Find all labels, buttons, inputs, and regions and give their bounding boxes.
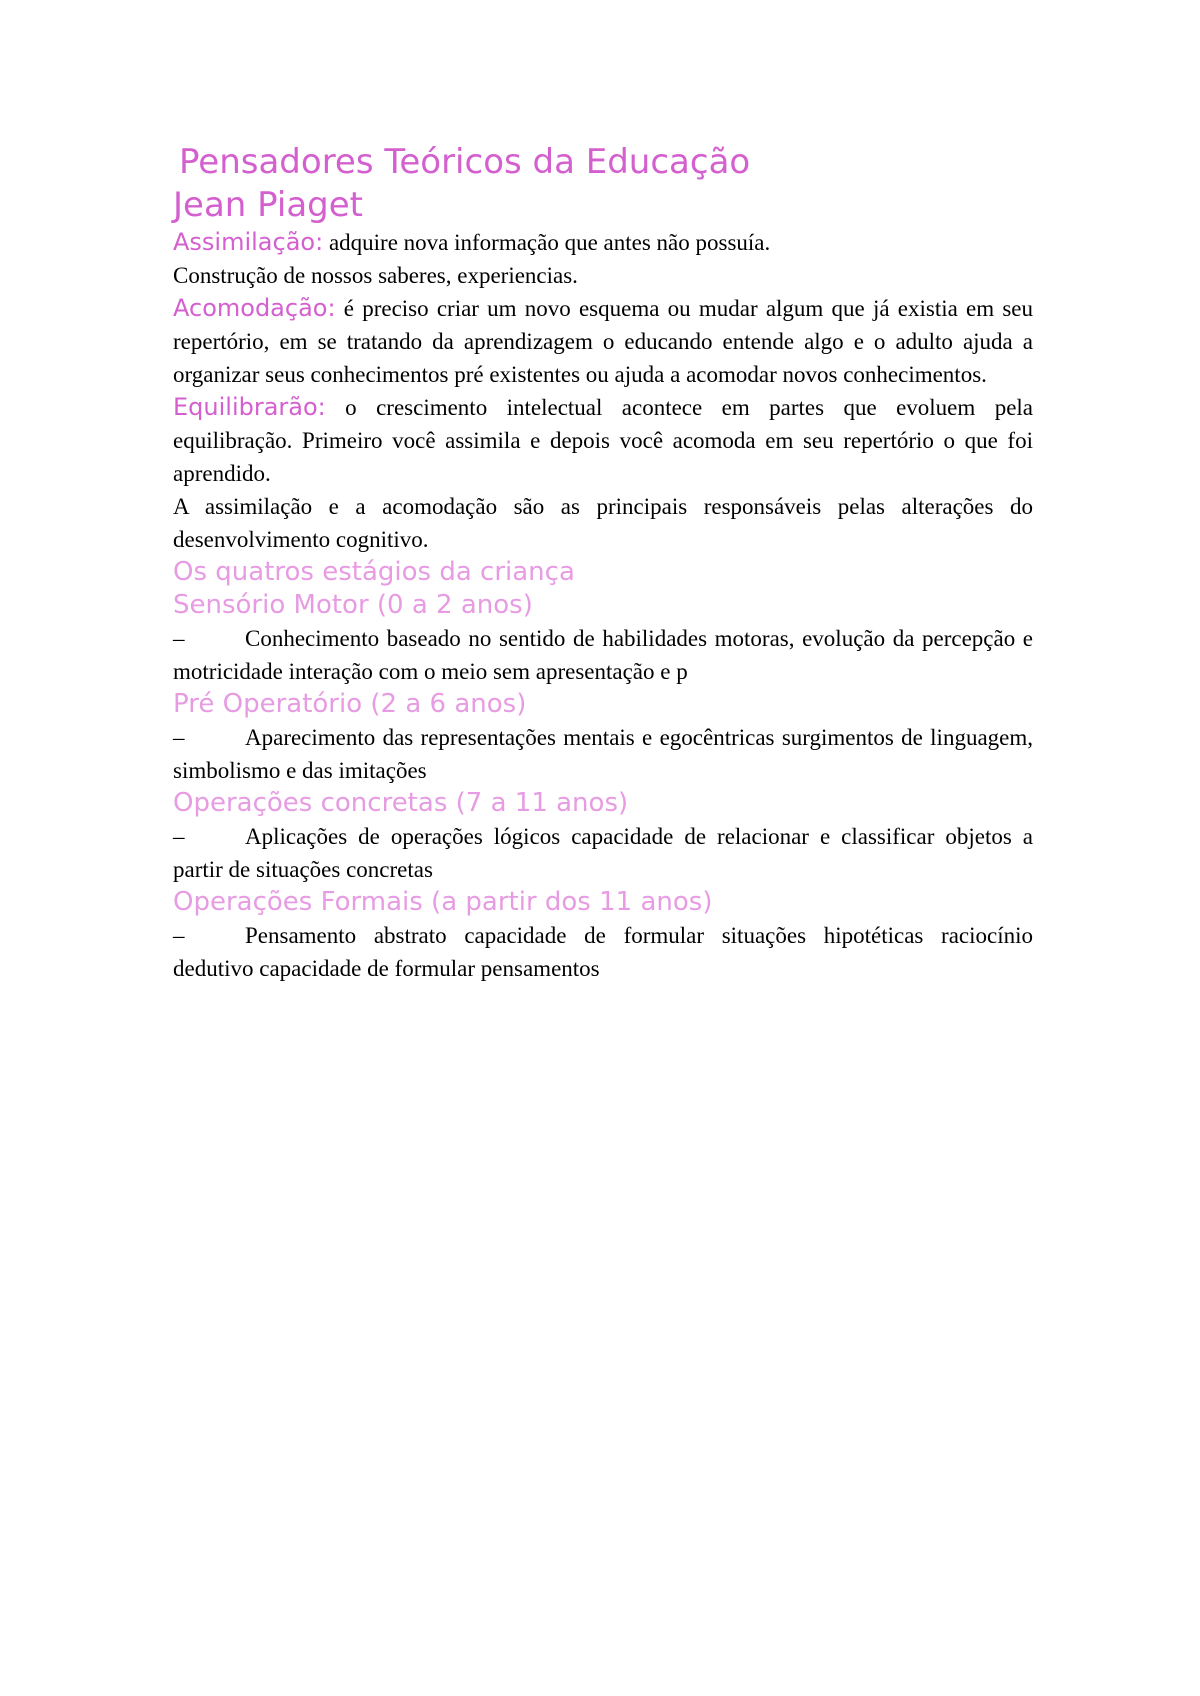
stage-text: Conhecimento baseado no sentido de habilidades motoras, evolução da percepção e motricidade interação com o meio sem apresentação e p	[173, 626, 1033, 684]
dash-bullet: –	[173, 923, 185, 948]
document-title: Pensadores Teóricos da Educação	[179, 142, 751, 182]
stage-heading-operacoes-concretas: Operações concretas (7 a 11 anos)	[173, 788, 629, 818]
stage-heading-sensorio-motor: Sensório Motor (0 a 2 anos)	[173, 590, 533, 620]
paragraph-equilibracao	[173, 391, 1033, 490]
paragraph-conclusao	[173, 490, 1033, 556]
stage-description	[173, 820, 1033, 886]
document-page	[173, 140, 1033, 985]
stage-text: Pensamento abstrato capacidade de formular situações hipotéticas raciocínio dedutivo capacidade de formular pensamentos	[173, 923, 1033, 981]
paragraph-assimilacao	[173, 226, 1033, 259]
stages-heading: Os quatros estágios da criança	[173, 557, 575, 587]
term-label: Assimilação:	[173, 228, 324, 256]
paragraph-text: adquire nova informação que antes não possuía.	[323, 230, 771, 255]
stage-heading-operacoes-formais: Operações Formais (a partir dos 11 anos)	[173, 887, 713, 917]
stage-heading-pre-operatorio: Pré Operatório (2 a 6 anos)	[173, 689, 527, 719]
paragraph-text: Construção de nossos saberes, experiencias.	[173, 263, 578, 288]
stage-description	[173, 622, 1033, 688]
dash-bullet: –	[173, 626, 185, 651]
document-subtitle: Jean Piaget	[173, 185, 364, 225]
term-label: Equilibrarão:	[173, 393, 326, 421]
paragraph-construcao	[173, 259, 1033, 292]
dash-bullet: –	[173, 725, 185, 750]
paragraph-text: é preciso criar um novo esquema ou mudar algum que já existia em seu repertório, em se tratando da aprendizagem o educando entende algo e o adulto ajuda a organizar seus conhecimentos pré existentes ou ajuda a acomodar novos conhecimentos.	[173, 296, 1033, 387]
stage-text: Aplicações de operações lógicos capacidade de relacionar e classificar objetos a partir de situações concretas	[173, 824, 1033, 882]
paragraph-text: A assimilação e a acomodação são as principais responsáveis pelas alterações do desenvolvimento cognitivo.	[173, 494, 1033, 552]
paragraph-text: o crescimento intelectual acontece em partes que evoluem pela equilibração. Primeiro você assimila e depois você acomoda em seu repertório o que foi aprendido.	[173, 395, 1033, 486]
stage-description	[173, 919, 1033, 985]
dash-bullet: –	[173, 824, 185, 849]
term-label: Acomodação:	[173, 294, 336, 322]
stage-description	[173, 721, 1033, 787]
stage-text: Aparecimento das representações mentais e egocêntricas surgimentos de linguagem, simbolismo e das imitações	[173, 725, 1033, 783]
paragraph-acomodacao	[173, 292, 1033, 391]
